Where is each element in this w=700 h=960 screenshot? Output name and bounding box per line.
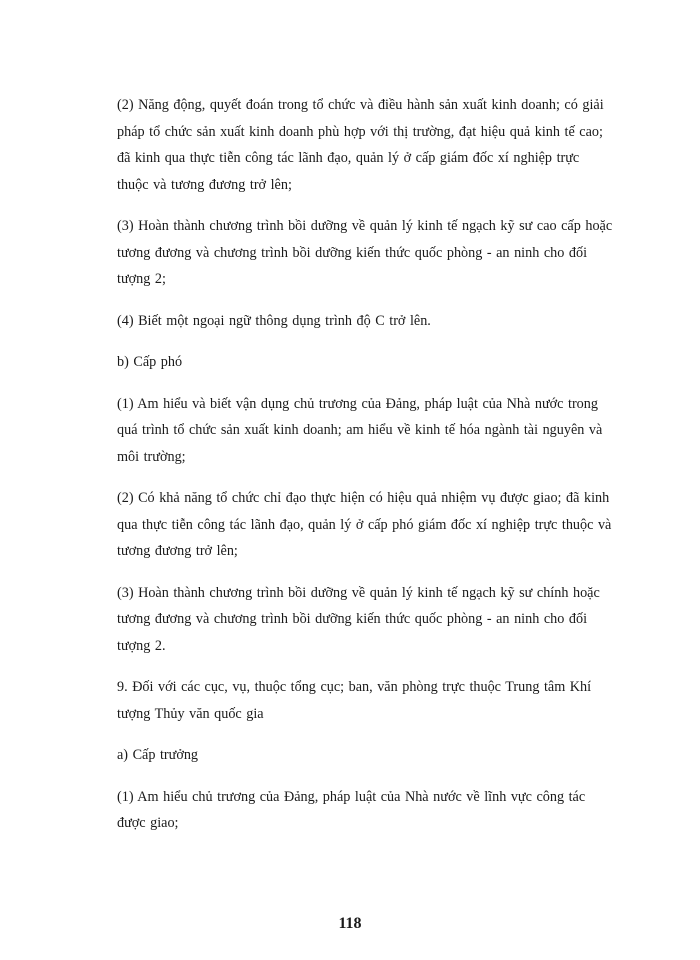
paragraph-training-senior-engineer <box>117 213 639 293</box>
paragraph-foreign-language <box>117 308 639 335</box>
text-line: (3) Hoàn thành chương trình bồi dưỡng về quản lý kinh tế ngạch kỹ sư cao cấp hoặc <box>117 218 613 234</box>
section-heading-9 <box>117 674 639 727</box>
text-line: b) Cấp phó <box>117 354 183 370</box>
heading-head-level <box>117 742 639 769</box>
text-line: (1) Am hiểu chủ trương của Đảng, pháp luật của Nhà nước về lĩnh vực công tác <box>117 788 586 805</box>
document-body <box>117 92 639 852</box>
paragraph-deputy-director-dynamism <box>117 92 639 198</box>
text-line: tương đương và chương trình bồi dưỡng kiến thức quốc phòng - an ninh cho đối <box>117 244 588 261</box>
text-line: qua thực tiễn công tác lãnh đạo, quản lý ở cấp phó giám đốc xí nghiệp trực thuộc và <box>117 516 612 533</box>
text-line: (4) Biết một ngoại ngữ thông dụng trình độ C trở lên. <box>117 312 431 329</box>
paragraph-head-understanding <box>117 784 639 837</box>
text-line: đã kinh qua thực tiễn công tác lãnh đạo, quản lý ở cấp giám đốc xí nghiệp trực <box>117 150 580 166</box>
text-line: tượng Thủy văn quốc gia <box>117 705 264 722</box>
heading-deputy-level <box>117 349 639 376</box>
text-line: tương đương trở lên; <box>117 543 238 559</box>
page-number: 118 <box>338 915 362 932</box>
text-line: tượng 2. <box>117 637 166 654</box>
text-line: (2) Năng động, quyết đoán trong tổ chức và điều hành sản xuất kinh doanh; có giải <box>117 97 604 113</box>
text-line: a) Cấp trưởng <box>117 747 199 763</box>
text-line: pháp tổ chức sản xuất kinh doanh phù hợp với thị trường, đạt hiệu quả kinh tế cao; <box>117 123 603 140</box>
text-line: (3) Hoàn thành chương trình bồi dưỡng về quản lý kinh tế ngạch kỹ sư chính hoặc <box>117 584 600 601</box>
text-line: tương đương và chương trình bồi dưỡng kiến thức quốc phòng - an ninh cho đối <box>117 611 588 627</box>
text-line: được giao; <box>117 815 179 831</box>
text-line: môi trường; <box>117 448 186 465</box>
paragraph-deputy-understanding <box>117 391 639 471</box>
text-line: quá trình tổ chức sản xuất kinh doanh; am hiểu về kinh tế hóa ngành tài nguyên và <box>117 422 603 438</box>
text-line: (1) Am hiểu và biết vận dụng chủ trương của Đảng, pháp luật của Nhà nước trong <box>117 395 598 412</box>
text-line: tượng 2; <box>117 271 166 287</box>
paragraph-deputy-training <box>117 580 639 660</box>
text-line: (2) Có khả năng tổ chức chỉ đạo thực hiện có hiệu quả nhiệm vụ được giao; đã kinh <box>117 490 610 506</box>
text-line: thuộc và tương đương trở lên; <box>117 176 292 193</box>
text-line: 9. Đối với các cục, vụ, thuộc tổng cục; ban, văn phòng trực thuộc Trung tâm Khí <box>117 679 592 695</box>
paragraph-deputy-capability <box>117 485 639 565</box>
